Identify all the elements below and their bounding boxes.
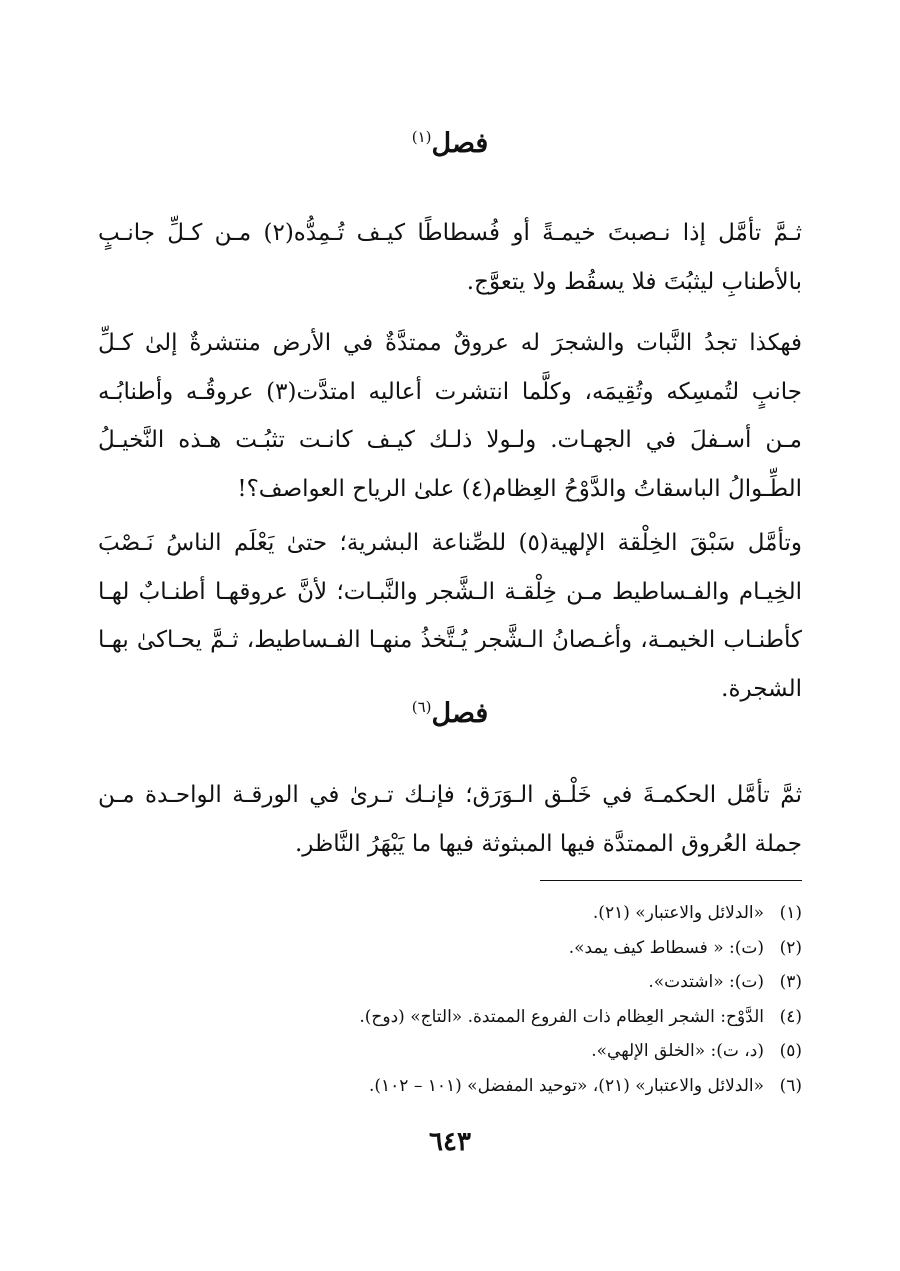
footnote-text: (ت): « فسطاط كيف يمد». [568,937,764,958]
paragraph-2: فهكذا تجدُ النَّبات والشجرَ له عروقٌ ممتدَّةٌ في الأرض منتشرةٌ إلىٰ كـلِّ جانبٍ لتُمسِكه وتُقِيمَه، وكلَّما انتشرت أعاليه امتدَّت(٣) عروقُـه وأطنابُـه مـن أسـفلَ في الجهـات. ولـولا ذلـك كيـف كانـت تثبُـت هـذه النَّخيـلُ الطِّـوالُ الباسقاتُ والدَّوْحُ العِظام(٤) علىٰ الرياح العواصف؟! [98,330,803,502]
footnotes-list [98,896,802,1103]
section-heading-1 [0,124,900,164]
footnote-text: الدَّوْح: الشجر العِظام ذات الفروع الممتدة. «التاج» (دوح). [359,1006,764,1027]
footnote-marker: (٦) [411,698,432,716]
section-heading-title: فصل [431,128,489,159]
footnote-number: (٦) [779,1075,802,1096]
footnote-text: (ت): «اشتدت». [648,972,764,992]
footnote-divider [540,880,802,881]
footnote-marker: (١) [411,128,432,146]
paragraph-4: ثمَّ تأمَّل الحكمـةَ في خَلْـق الـوَرَق؛ فإنـك تـرىٰ في الورقـة الواحـدة مـن جملة العُروق الممتدَّة فيها المبثوثة فيها ما يَبْهَرُ النَّاظر. [98,782,802,857]
footnote-text: «الدلائل والاعتبار» (٢١)، «توحيد المفضل» (١٠١ – ١٠٢). [368,1075,764,1096]
footnote-number: (١) [779,903,802,923]
footnote-number: (٥) [779,1041,802,1061]
footnote-6 [98,1069,802,1104]
section-heading-title: فصل [431,698,489,729]
paragraph-3: وتأمَّل سَبْقَ الخِلْقة الإلهية(٥) للصِّناعة البشرية؛ حتىٰ يَعْلَم الناسُ نَـصْبَ الخِيـام والفـساطيط مـن خِلْقـة الـشَّجر والنَّبـات؛ لأنَّ عروقهـا أطنـابٌ لهـا كأطنـاب الخيمـة، وأغـصانُ الـشَّجر يُـتَّخذُ منهـا الفـساطيط، ثـمَّ يحـاكىٰ بهـا الشجرة. [98,530,802,702]
footnote-number: (٢) [779,937,802,958]
paragraph-1: ثـمَّ تأمَّل إذا نـصبتَ خيمـةً أو فُسطاطًا كيـف تُـمِدُّه(٢) مـن كـلِّ جانـبٍ بالأطنابِ ليثبُتَ فلا يسقُط ولا يتعوَّج. [98,220,802,295]
footnote-number: (٣) [779,972,802,992]
footnote-text: (د، ت): «الخلق الإلهي». [591,1041,764,1061]
footnote-number: (٤) [779,1006,802,1027]
footnote-2 [98,931,802,966]
footnote-text: «الدلائل والاعتبار» (٢١). [592,903,764,923]
page-number: ٦٤٣ [429,1127,471,1157]
section-heading-2 [0,694,900,734]
footnote-3 [98,965,802,1000]
footnote-4 [98,1000,802,1035]
footnote-1 [98,896,802,931]
footnote-5 [98,1034,802,1069]
